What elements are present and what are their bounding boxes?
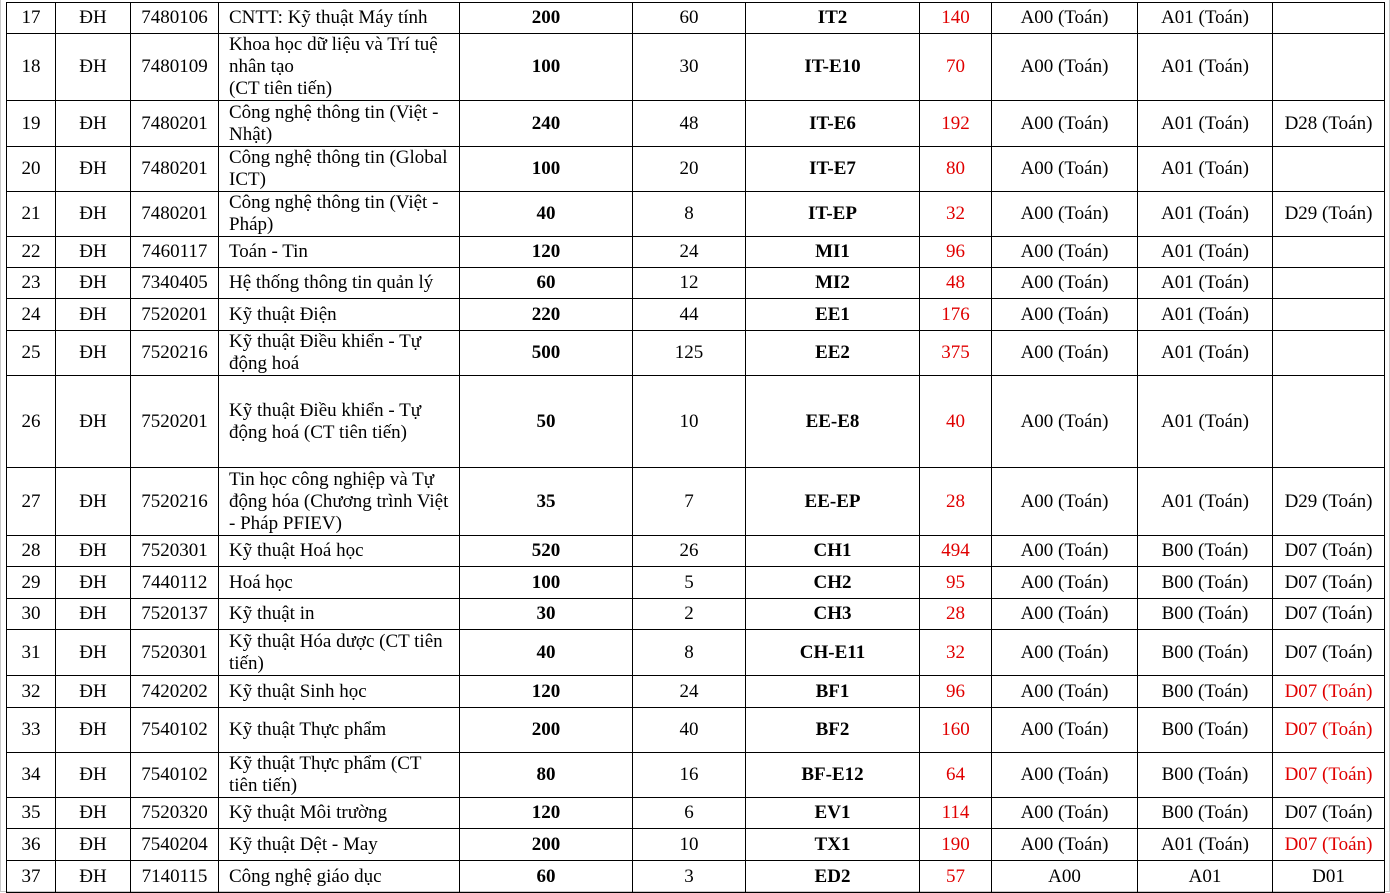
- score-value-cell: 40: [920, 376, 992, 468]
- combination-2-cell: A01 (Toán): [1138, 468, 1273, 536]
- program-code-cell: 7540102: [131, 708, 219, 753]
- combination-2-cell: A01 (Toán): [1138, 299, 1273, 331]
- major-code-cell: MI2: [746, 268, 920, 299]
- total-quota-cell: 30: [460, 599, 633, 630]
- row-number-cell: 22: [7, 237, 56, 268]
- education-level-cell: ĐH: [56, 101, 131, 147]
- combination-2-cell: A01 (Toán): [1138, 34, 1273, 101]
- program-name-cell: Kỹ thuật Môi trường: [219, 798, 460, 829]
- quota-value-cell: 10: [633, 829, 746, 861]
- education-level-cell: ĐH: [56, 630, 131, 676]
- program-name-cell: Kỹ thuật Hóa dược (CT tiên tiến): [219, 630, 460, 676]
- quota-value-cell: 24: [633, 237, 746, 268]
- row-number-cell: 37: [7, 861, 56, 893]
- program-name-cell: Kỹ thuật Điện: [219, 299, 460, 331]
- score-value-cell: 28: [920, 599, 992, 630]
- program-code-cell: 7520301: [131, 630, 219, 676]
- combination-1-cell: A00 (Toán): [992, 237, 1138, 268]
- program-name-cell: Công nghệ thông tin (Việt - Nhật): [219, 101, 460, 147]
- combination-2-cell: A01 (Toán): [1138, 101, 1273, 147]
- score-value-cell: 140: [920, 3, 992, 34]
- program-code-cell: 7520216: [131, 331, 219, 376]
- quota-value-cell: 10: [633, 376, 746, 468]
- combination-3-cell: [1273, 268, 1385, 299]
- row-number-cell: 27: [7, 468, 56, 536]
- row-number-cell: 36: [7, 829, 56, 861]
- combination-1-cell: A00 (Toán): [992, 268, 1138, 299]
- combination-3-cell: D07 (Toán): [1273, 798, 1385, 829]
- major-code-cell: CH3: [746, 599, 920, 630]
- quota-value-cell: 7: [633, 468, 746, 536]
- total-quota-cell: 100: [460, 567, 633, 599]
- education-level-cell: ĐH: [56, 708, 131, 753]
- combination-1-cell: A00 (Toán): [992, 147, 1138, 192]
- program-name-cell: Hoá học: [219, 567, 460, 599]
- quota-value-cell: 5: [633, 567, 746, 599]
- major-code-cell: CH1: [746, 536, 920, 567]
- total-quota-cell: 120: [460, 798, 633, 829]
- table-row: [7, 192, 1385, 237]
- program-code-cell: 7540204: [131, 829, 219, 861]
- combination-1-cell: A00: [992, 861, 1138, 893]
- quota-value-cell: 20: [633, 147, 746, 192]
- major-code-cell: IT2: [746, 3, 920, 34]
- major-code-cell: EE-E8: [746, 376, 920, 468]
- row-number-cell: 17: [7, 3, 56, 34]
- quota-value-cell: 44: [633, 299, 746, 331]
- program-code-cell: 7520216: [131, 468, 219, 536]
- program-code-cell: 7520301: [131, 536, 219, 567]
- total-quota-cell: 50: [460, 376, 633, 468]
- row-number-cell: 21: [7, 192, 56, 237]
- combination-2-cell: B00 (Toán): [1138, 708, 1273, 753]
- program-code-cell: 7340405: [131, 268, 219, 299]
- program-name-cell: Công nghệ giáo dục: [219, 861, 460, 893]
- quota-value-cell: 16: [633, 753, 746, 798]
- major-code-cell: TX1: [746, 829, 920, 861]
- major-code-cell: EE-EP: [746, 468, 920, 536]
- total-quota-cell: 100: [460, 147, 633, 192]
- total-quota-cell: 200: [460, 3, 633, 34]
- combination-3-cell: D07 (Toán): [1273, 630, 1385, 676]
- program-code-cell: 7480201: [131, 101, 219, 147]
- program-name-cell: Toán - Tin: [219, 237, 460, 268]
- total-quota-cell: 80: [460, 753, 633, 798]
- combination-2-cell: B00 (Toán): [1138, 599, 1273, 630]
- program-code-cell: 7520201: [131, 376, 219, 468]
- combination-1-cell: A00 (Toán): [992, 567, 1138, 599]
- total-quota-cell: 60: [460, 861, 633, 893]
- major-code-cell: EE2: [746, 331, 920, 376]
- combination-3-cell: D07 (Toán): [1273, 708, 1385, 753]
- combination-3-cell: D07 (Toán): [1273, 676, 1385, 708]
- score-value-cell: 176: [920, 299, 992, 331]
- combination-3-cell: [1273, 237, 1385, 268]
- score-value-cell: 32: [920, 630, 992, 676]
- education-level-cell: ĐH: [56, 829, 131, 861]
- score-value-cell: 28: [920, 468, 992, 536]
- major-code-cell: BF1: [746, 676, 920, 708]
- program-name-cell: Kỹ thuật Điều khiển - Tự động hoá (CT tiên tiến): [219, 376, 460, 468]
- row-number-cell: 32: [7, 676, 56, 708]
- combination-3-cell: [1273, 331, 1385, 376]
- combination-2-cell: A01 (Toán): [1138, 192, 1273, 237]
- table-row: [7, 861, 1385, 893]
- row-number-cell: 25: [7, 331, 56, 376]
- combination-1-cell: A00 (Toán): [992, 676, 1138, 708]
- combination-2-cell: A01 (Toán): [1138, 829, 1273, 861]
- combination-2-cell: B00 (Toán): [1138, 798, 1273, 829]
- education-level-cell: ĐH: [56, 237, 131, 268]
- program-name-cell: CNTT: Kỹ thuật Máy tính: [219, 3, 460, 34]
- combination-3-cell: D07 (Toán): [1273, 567, 1385, 599]
- education-level-cell: ĐH: [56, 861, 131, 893]
- table-row: [7, 3, 1385, 34]
- score-value-cell: 190: [920, 829, 992, 861]
- combination-2-cell: B00 (Toán): [1138, 630, 1273, 676]
- combination-2-cell: B00 (Toán): [1138, 567, 1273, 599]
- admissions-table: [6, 2, 1385, 893]
- major-code-cell: EV1: [746, 798, 920, 829]
- education-level-cell: ĐH: [56, 798, 131, 829]
- program-name-cell: Kỹ thuật Thực phẩm: [219, 708, 460, 753]
- quota-value-cell: 30: [633, 34, 746, 101]
- major-code-cell: IT-E6: [746, 101, 920, 147]
- table-row: [7, 147, 1385, 192]
- combination-2-cell: A01 (Toán): [1138, 147, 1273, 192]
- program-code-cell: 7440112: [131, 567, 219, 599]
- education-level-cell: ĐH: [56, 299, 131, 331]
- education-level-cell: ĐH: [56, 192, 131, 237]
- program-code-cell: 7460117: [131, 237, 219, 268]
- table-row: [7, 468, 1385, 536]
- score-value-cell: 96: [920, 237, 992, 268]
- row-number-cell: 26: [7, 376, 56, 468]
- score-value-cell: 64: [920, 753, 992, 798]
- total-quota-cell: 500: [460, 331, 633, 376]
- program-name-cell: Kỹ thuật Thực phẩm (CT tiên tiến): [219, 753, 460, 798]
- row-number-cell: 31: [7, 630, 56, 676]
- score-value-cell: 114: [920, 798, 992, 829]
- major-code-cell: BF2: [746, 708, 920, 753]
- program-code-cell: 7520320: [131, 798, 219, 829]
- table-row: [7, 376, 1385, 468]
- combination-2-cell: B00 (Toán): [1138, 536, 1273, 567]
- quota-value-cell: 48: [633, 101, 746, 147]
- total-quota-cell: 220: [460, 299, 633, 331]
- major-code-cell: MI1: [746, 237, 920, 268]
- combination-1-cell: A00 (Toán): [992, 192, 1138, 237]
- education-level-cell: ĐH: [56, 567, 131, 599]
- table-row: [7, 567, 1385, 599]
- education-level-cell: ĐH: [56, 376, 131, 468]
- major-code-cell: BF-E12: [746, 753, 920, 798]
- total-quota-cell: 120: [460, 676, 633, 708]
- program-name-cell: Hệ thống thông tin quản lý: [219, 268, 460, 299]
- row-number-cell: 24: [7, 299, 56, 331]
- combination-3-cell: [1273, 299, 1385, 331]
- score-value-cell: 57: [920, 861, 992, 893]
- combination-2-cell: A01 (Toán): [1138, 331, 1273, 376]
- program-code-cell: 7520137: [131, 599, 219, 630]
- education-level-cell: ĐH: [56, 599, 131, 630]
- program-name-cell: Tin học công nghiệp và Tự động hóa (Chương trình Việt - Pháp PFIEV): [219, 468, 460, 536]
- table-row: [7, 753, 1385, 798]
- combination-2-cell: A01 (Toán): [1138, 237, 1273, 268]
- combination-3-cell: D29 (Toán): [1273, 192, 1385, 237]
- program-code-cell: 7480106: [131, 3, 219, 34]
- quota-value-cell: 125: [633, 331, 746, 376]
- combination-3-cell: [1273, 34, 1385, 101]
- score-value-cell: 70: [920, 34, 992, 101]
- table-row: [7, 676, 1385, 708]
- education-level-cell: ĐH: [56, 3, 131, 34]
- score-value-cell: 494: [920, 536, 992, 567]
- quota-value-cell: 6: [633, 798, 746, 829]
- combination-3-cell: D28 (Toán): [1273, 101, 1385, 147]
- total-quota-cell: 240: [460, 101, 633, 147]
- combination-1-cell: A00 (Toán): [992, 376, 1138, 468]
- total-quota-cell: 40: [460, 192, 633, 237]
- education-level-cell: ĐH: [56, 34, 131, 101]
- quota-value-cell: 12: [633, 268, 746, 299]
- combination-3-cell: D07 (Toán): [1273, 599, 1385, 630]
- combination-3-cell: D07 (Toán): [1273, 536, 1385, 567]
- total-quota-cell: 35: [460, 468, 633, 536]
- combination-1-cell: A00 (Toán): [992, 829, 1138, 861]
- program-code-cell: 7480201: [131, 147, 219, 192]
- program-name-cell: Kỹ thuật Điều khiển - Tự động hoá: [219, 331, 460, 376]
- program-code-cell: 7480201: [131, 192, 219, 237]
- combination-2-cell: A01 (Toán): [1138, 268, 1273, 299]
- row-number-cell: 23: [7, 268, 56, 299]
- program-name-cell: Kỹ thuật Hoá học: [219, 536, 460, 567]
- table-row: [7, 268, 1385, 299]
- table-row: [7, 101, 1385, 147]
- table-row: [7, 34, 1385, 101]
- table-body: [7, 3, 1385, 893]
- score-value-cell: 80: [920, 147, 992, 192]
- combination-1-cell: A00 (Toán): [992, 34, 1138, 101]
- major-code-cell: CH2: [746, 567, 920, 599]
- quota-value-cell: 60: [633, 3, 746, 34]
- quota-value-cell: 24: [633, 676, 746, 708]
- program-code-cell: 7140115: [131, 861, 219, 893]
- row-number-cell: 18: [7, 34, 56, 101]
- table-row: [7, 599, 1385, 630]
- row-number-cell: 35: [7, 798, 56, 829]
- score-value-cell: 95: [920, 567, 992, 599]
- education-level-cell: ĐH: [56, 147, 131, 192]
- score-value-cell: 48: [920, 268, 992, 299]
- combination-2-cell: A01 (Toán): [1138, 3, 1273, 34]
- major-code-cell: ED2: [746, 861, 920, 893]
- table-row: [7, 829, 1385, 861]
- program-name-cell: Kỹ thuật Sinh học: [219, 676, 460, 708]
- table-row: [7, 630, 1385, 676]
- quota-value-cell: 8: [633, 192, 746, 237]
- combination-1-cell: A00 (Toán): [992, 299, 1138, 331]
- combination-2-cell: A01 (Toán): [1138, 376, 1273, 468]
- score-value-cell: 375: [920, 331, 992, 376]
- row-number-cell: 20: [7, 147, 56, 192]
- major-code-cell: IT-E10: [746, 34, 920, 101]
- quota-value-cell: 40: [633, 708, 746, 753]
- education-level-cell: ĐH: [56, 268, 131, 299]
- program-name-cell: Kỹ thuật in: [219, 599, 460, 630]
- combination-2-cell: B00 (Toán): [1138, 676, 1273, 708]
- row-number-cell: 29: [7, 567, 56, 599]
- quota-value-cell: 26: [633, 536, 746, 567]
- row-number-cell: 34: [7, 753, 56, 798]
- combination-1-cell: A00 (Toán): [992, 3, 1138, 34]
- combination-1-cell: A00 (Toán): [992, 753, 1138, 798]
- combination-1-cell: A00 (Toán): [992, 599, 1138, 630]
- total-quota-cell: 200: [460, 829, 633, 861]
- quota-value-cell: 2: [633, 599, 746, 630]
- education-level-cell: ĐH: [56, 331, 131, 376]
- combination-1-cell: A00 (Toán): [992, 331, 1138, 376]
- major-code-cell: IT-EP: [746, 192, 920, 237]
- education-level-cell: ĐH: [56, 536, 131, 567]
- combination-3-cell: D07 (Toán): [1273, 829, 1385, 861]
- total-quota-cell: 120: [460, 237, 633, 268]
- total-quota-cell: 200: [460, 708, 633, 753]
- score-value-cell: 160: [920, 708, 992, 753]
- program-name-cell: Kỹ thuật Dệt - May: [219, 829, 460, 861]
- major-code-cell: EE1: [746, 299, 920, 331]
- quota-value-cell: 8: [633, 630, 746, 676]
- row-number-cell: 19: [7, 101, 56, 147]
- row-number-cell: 28: [7, 536, 56, 567]
- combination-2-cell: A01: [1138, 861, 1273, 893]
- education-level-cell: ĐH: [56, 676, 131, 708]
- combination-3-cell: [1273, 147, 1385, 192]
- table-row: [7, 237, 1385, 268]
- combination-3-cell: D01: [1273, 861, 1385, 893]
- program-code-cell: 7520201: [131, 299, 219, 331]
- education-level-cell: ĐH: [56, 753, 131, 798]
- program-name-cell: Khoa học dữ liệu và Trí tuệ nhân tạo (CT tiên tiến): [219, 34, 460, 101]
- combination-3-cell: D29 (Toán): [1273, 468, 1385, 536]
- program-name-cell: Công nghệ thông tin (Việt - Pháp): [219, 192, 460, 237]
- combination-3-cell: [1273, 376, 1385, 468]
- program-code-cell: 7420202: [131, 676, 219, 708]
- program-code-cell: 7480109: [131, 34, 219, 101]
- major-code-cell: IT-E7: [746, 147, 920, 192]
- score-value-cell: 32: [920, 192, 992, 237]
- table-row: [7, 331, 1385, 376]
- total-quota-cell: 40: [460, 630, 633, 676]
- combination-3-cell: D07 (Toán): [1273, 753, 1385, 798]
- combination-1-cell: A00 (Toán): [992, 536, 1138, 567]
- total-quota-cell: 520: [460, 536, 633, 567]
- combination-1-cell: A00 (Toán): [992, 798, 1138, 829]
- table-row: [7, 798, 1385, 829]
- quota-value-cell: 3: [633, 861, 746, 893]
- score-value-cell: 96: [920, 676, 992, 708]
- education-level-cell: ĐH: [56, 468, 131, 536]
- program-code-cell: 7540102: [131, 753, 219, 798]
- row-number-cell: 30: [7, 599, 56, 630]
- combination-1-cell: A00 (Toán): [992, 101, 1138, 147]
- table-row: [7, 299, 1385, 331]
- combination-1-cell: A00 (Toán): [992, 468, 1138, 536]
- combination-1-cell: A00 (Toán): [992, 630, 1138, 676]
- total-quota-cell: 100: [460, 34, 633, 101]
- combination-1-cell: A00 (Toán): [992, 708, 1138, 753]
- combination-3-cell: [1273, 3, 1385, 34]
- combination-2-cell: B00 (Toán): [1138, 753, 1273, 798]
- score-value-cell: 192: [920, 101, 992, 147]
- program-name-cell: Công nghệ thông tin (Global ICT): [219, 147, 460, 192]
- table-row: [7, 708, 1385, 753]
- table-row: [7, 536, 1385, 567]
- total-quota-cell: 60: [460, 268, 633, 299]
- major-code-cell: CH-E11: [746, 630, 920, 676]
- row-number-cell: 33: [7, 708, 56, 753]
